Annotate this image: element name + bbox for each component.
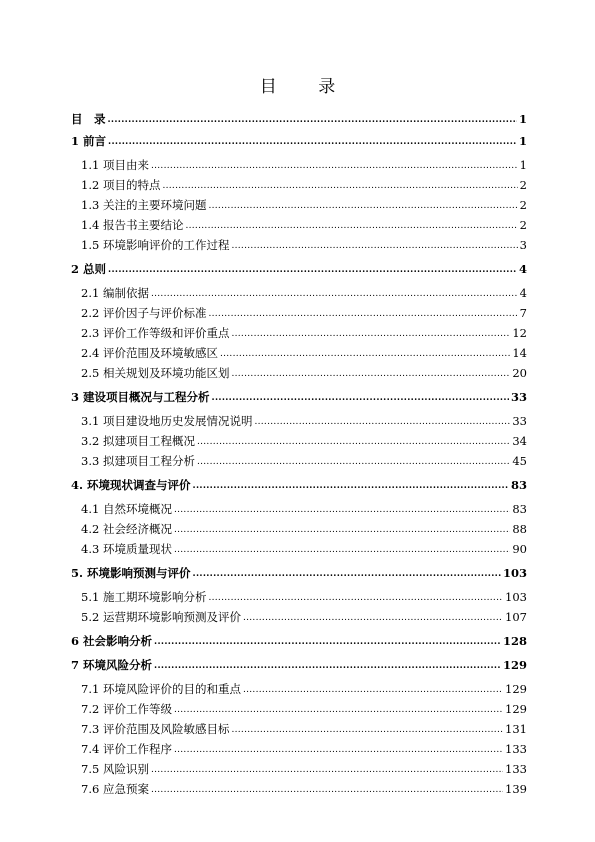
toc-page-number: 12: [512, 326, 527, 340]
toc-entry-label: 4.3 环境质量现状: [81, 542, 172, 556]
toc-page-number: 103: [502, 566, 527, 580]
toc-page-number: 103: [505, 590, 527, 604]
toc-entry-label: 2.5 相关规划及环境功能区划: [81, 366, 230, 380]
toc-entry-label: 6 社会影响分析: [71, 634, 153, 648]
dot-leader: [151, 785, 503, 796]
toc-entry-label: 2.2 评价因子与评价标准: [81, 306, 207, 320]
toc-page-number: 33: [510, 390, 527, 404]
toc-entry-label: 5.2 运营期环境影响预测及评价: [81, 610, 241, 624]
toc-section-entry[interactable]: [71, 742, 527, 756]
toc-page-number: 133: [505, 762, 527, 776]
dot-leader: [231, 329, 510, 340]
toc-page-number: 131: [505, 722, 527, 736]
toc-section-entry[interactable]: [71, 218, 527, 232]
toc-entry-label: 7.4 评价工作程序: [81, 742, 172, 756]
toc-section-entry[interactable]: [71, 238, 527, 252]
dot-leader: [193, 481, 509, 492]
toc-page-number: 1: [518, 134, 527, 148]
toc-entry-label: 1.4 报告书主要结论: [81, 218, 184, 232]
toc-entry-label: 7.3 评价范围及风险敏感目标: [81, 722, 230, 736]
dot-leader: [231, 369, 510, 380]
dot-leader: [197, 457, 510, 468]
toc-section-entry[interactable]: [71, 326, 527, 340]
dot-leader: [208, 593, 503, 604]
toc-section-entry[interactable]: [71, 414, 527, 428]
toc-entry-label: 4.1 自然环境概况: [81, 502, 172, 516]
toc-entry-label: 7 环境风险分析: [71, 658, 153, 672]
toc-section-entry[interactable]: [71, 702, 527, 716]
dot-leader: [185, 221, 517, 232]
dot-leader: [208, 201, 517, 212]
toc-section-entry[interactable]: [71, 346, 527, 360]
toc-entry-label: 2 总则: [71, 262, 107, 276]
dot-leader: [154, 661, 501, 672]
toc-section-entry[interactable]: [71, 590, 527, 604]
dot-leader: [108, 115, 517, 126]
dot-leader: [174, 525, 510, 536]
dot-leader: [254, 417, 510, 428]
toc-section-entry[interactable]: [71, 682, 527, 696]
toc-page-number: 2: [519, 178, 527, 192]
toc-entry-label: 3.3 拟建项目工程分析: [81, 454, 195, 468]
toc-entry-label: 7.6 应急预案: [81, 782, 149, 796]
dot-leader: [197, 437, 510, 448]
toc-page-number: 4: [518, 262, 527, 276]
toc-section-entry[interactable]: [71, 434, 527, 448]
toc-chapter-entry[interactable]: [71, 134, 527, 148]
dot-leader: [212, 393, 509, 404]
toc-page-number: 107: [505, 610, 527, 624]
toc-page-number: 20: [512, 366, 527, 380]
dot-leader: [231, 241, 517, 252]
toc-page-number: 133: [505, 742, 527, 756]
toc-page-number: 2: [519, 218, 527, 232]
toc-chapter-entry[interactable]: [71, 262, 527, 276]
dot-leader: [108, 265, 517, 276]
toc-chapter-entry[interactable]: [71, 658, 527, 672]
toc-page-number: 3: [519, 238, 527, 252]
toc-page-number: 139: [505, 782, 527, 796]
toc-section-entry[interactable]: [71, 178, 527, 192]
toc-page-number: 4: [519, 286, 527, 300]
toc-page-number: 129: [502, 658, 527, 672]
dot-leader: [151, 161, 518, 172]
toc-chapter-entry[interactable]: [71, 112, 527, 126]
toc-page-number: 88: [512, 522, 527, 536]
toc-entry-label: 1.5 环境影响评价的工作过程: [81, 238, 230, 252]
dot-leader: [243, 685, 503, 696]
dot-leader: [174, 705, 503, 716]
toc-section-entry[interactable]: [71, 782, 527, 796]
page-title: 目 录: [259, 77, 354, 97]
toc-entry-label: 1 前言: [71, 134, 107, 148]
toc-page-number: 83: [510, 478, 527, 492]
toc-entry-label: 7.1 环境风险评价的目的和重点: [81, 682, 241, 696]
toc-entry-label: 1.2 项目的特点: [81, 178, 161, 192]
toc-page-number: 2: [519, 198, 527, 212]
toc-entry-label: 3.1 项目建设地历史发展情况说明: [81, 414, 253, 428]
toc-page-number: 1: [519, 158, 527, 172]
toc-entry-label: 1.1 项目由来: [81, 158, 149, 172]
dot-leader: [151, 289, 518, 300]
dot-leader: [108, 137, 517, 148]
toc-page-number: 14: [512, 346, 527, 360]
toc-entry-label: 4. 环境现状调查与评价: [71, 478, 191, 492]
toc-page-number: 129: [505, 702, 527, 716]
dot-leader: [174, 505, 510, 516]
toc-entry-label: 目 录: [71, 112, 106, 126]
toc-section-entry[interactable]: [71, 198, 527, 212]
toc-section-entry[interactable]: [71, 522, 527, 536]
toc-section-entry[interactable]: [71, 610, 527, 624]
toc-entry-label: 1.3 关注的主要环境问题: [81, 198, 207, 212]
toc-section-entry[interactable]: [71, 158, 527, 172]
dot-leader: [174, 545, 510, 556]
toc-page-number: 7: [519, 306, 527, 320]
toc-page-number: 90: [512, 542, 527, 556]
toc-section-entry[interactable]: [71, 502, 527, 516]
toc-section-entry[interactable]: [71, 542, 527, 556]
toc-page-number: 83: [512, 502, 527, 516]
toc-entry-label: 3 建设项目概况与工程分析: [71, 390, 210, 404]
toc-entry-label: 2.3 评价工作等级和评价重点: [81, 326, 230, 340]
dot-leader: [208, 309, 517, 320]
toc-chapter-entry[interactable]: [71, 634, 527, 648]
toc-section-entry[interactable]: [71, 366, 527, 380]
toc-entry-label: 7.2 评价工作等级: [81, 702, 172, 716]
toc-page-number: 1: [518, 112, 527, 126]
dot-leader: [151, 765, 503, 776]
toc-section-entry[interactable]: [71, 722, 527, 736]
toc-section-entry[interactable]: [71, 286, 527, 300]
toc-entry-label: 4.2 社会经济概况: [81, 522, 172, 536]
dot-leader: [231, 725, 503, 736]
toc-chapter-entry[interactable]: [71, 478, 527, 492]
toc-section-entry[interactable]: [71, 454, 527, 468]
dot-leader: [174, 745, 503, 756]
dot-leader: [243, 613, 503, 624]
toc-page-number: 128: [502, 634, 527, 648]
toc-entry-label: 5. 环境影响预测与评价: [71, 566, 191, 580]
toc-chapter-entry[interactable]: [71, 390, 527, 404]
toc-chapter-entry[interactable]: [71, 566, 527, 580]
dot-leader: [193, 569, 501, 580]
toc-page-number: 45: [512, 454, 527, 468]
toc-entry-label: 5.1 施工期环境影响分析: [81, 590, 207, 604]
dot-leader: [220, 349, 510, 360]
dot-leader: [154, 637, 501, 648]
toc-entry-label: 2.4 评价范围及环境敏感区: [81, 346, 218, 360]
toc-page-number: 34: [512, 434, 527, 448]
toc-page-number: 129: [505, 682, 527, 696]
dot-leader: [162, 181, 517, 192]
toc-entry-label: 7.5 风险识别: [81, 762, 149, 776]
toc-section-entry[interactable]: [71, 762, 527, 776]
toc-section-entry[interactable]: [71, 306, 527, 320]
toc-entry-label: 3.2 拟建项目工程概况: [81, 434, 195, 448]
toc-page-number: 33: [512, 414, 527, 428]
toc-entry-label: 2.1 编制依据: [81, 286, 149, 300]
